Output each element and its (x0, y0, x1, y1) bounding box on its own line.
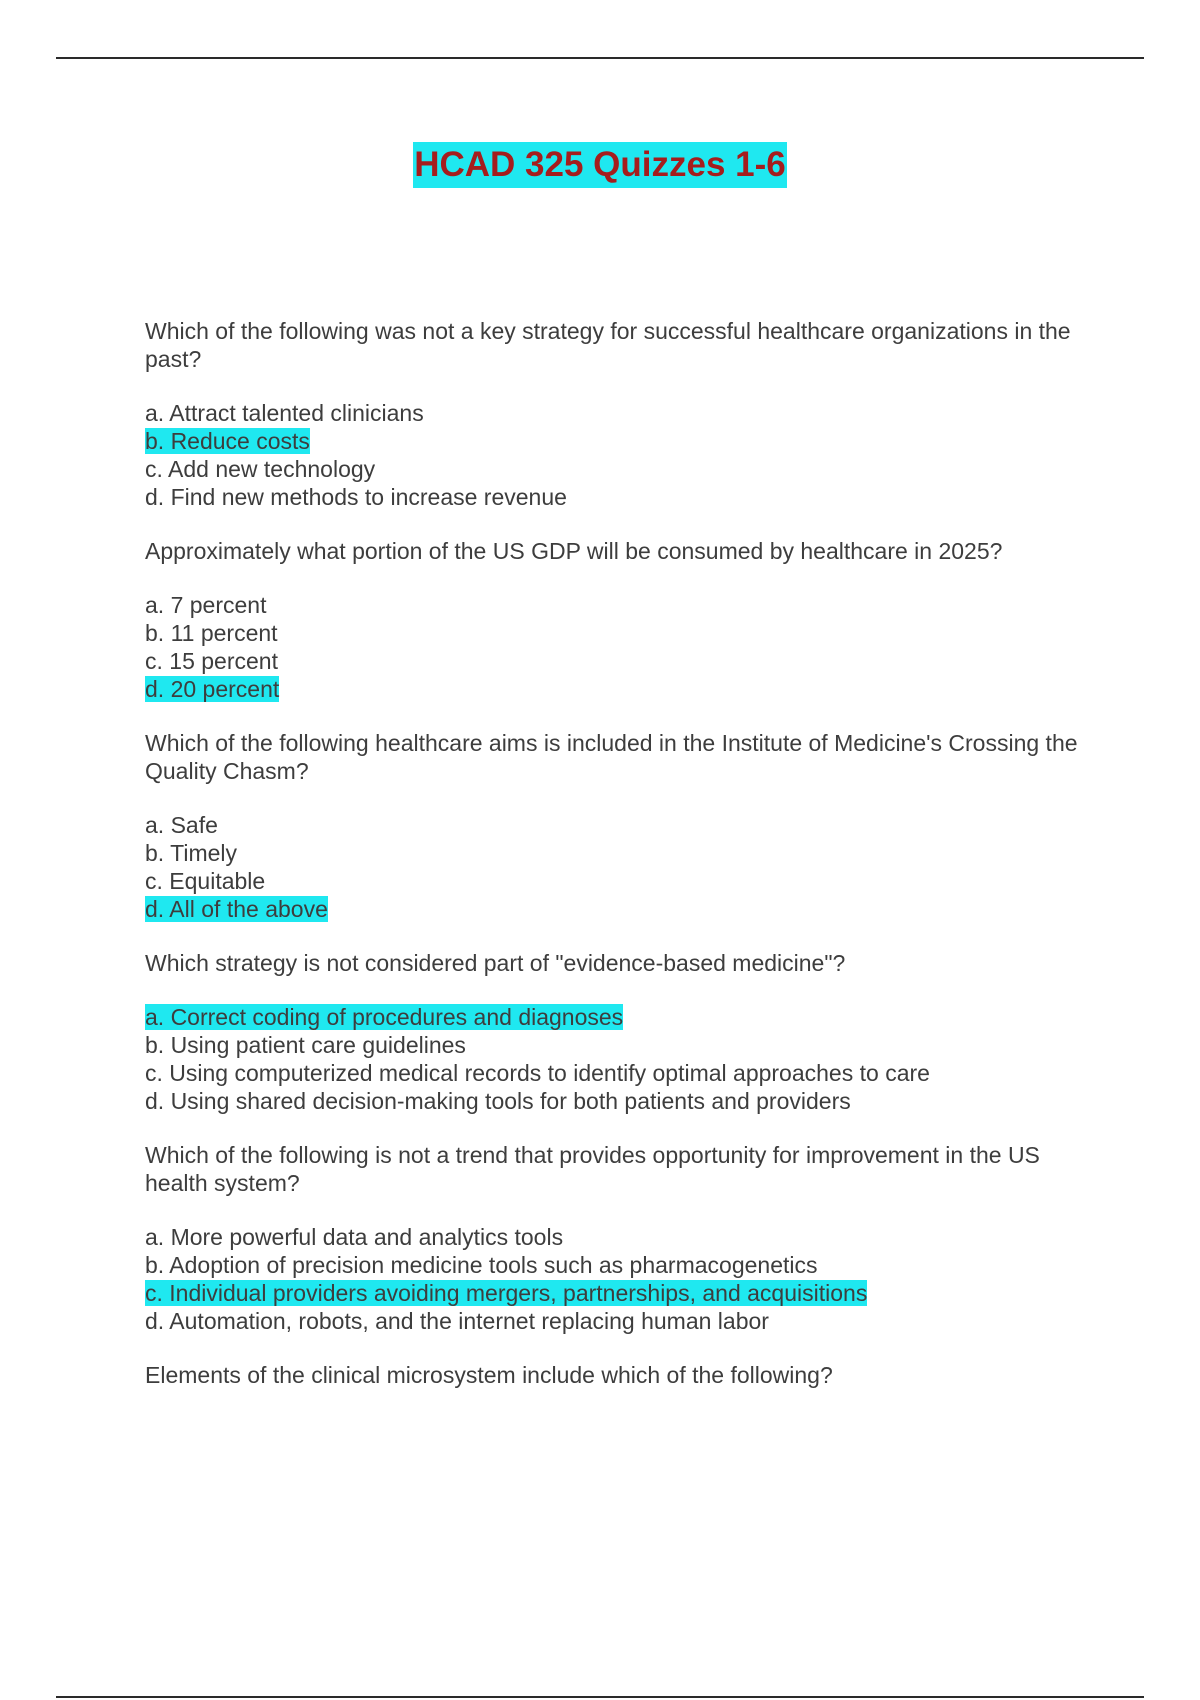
question-text: Which of the following was not a key strategy for successful healthcare organizations in the past? (145, 318, 1071, 372)
answer-option: d. Using shared decision-making tools for both patients and providers (145, 1088, 851, 1114)
answer-option: d. Find new methods to increase revenue (145, 484, 567, 510)
answer-option: d. Automation, robots, and the internet replacing human labor (145, 1308, 769, 1334)
question-6 (145, 1361, 1095, 1389)
answer-options (145, 1223, 1095, 1335)
answer-options (145, 591, 1095, 703)
question-text: Which strategy is not considered part of "evidence-based medicine"? (145, 950, 846, 976)
answer-option: b. Timely (145, 840, 238, 866)
answer-option-highlighted: c. Individual providers avoiding mergers, partnerships, and acquisitions (145, 1280, 868, 1306)
answer-option: a. Safe (145, 812, 218, 838)
question-1 (145, 317, 1095, 511)
answer-option-highlighted: b. Reduce costs (145, 428, 310, 454)
answer-options (145, 1003, 1095, 1115)
question-text: Which of the following healthcare aims is included in the Institute of Medicine's Crossing the Quality Chasm? (145, 730, 1078, 784)
answer-option: c. Equitable (145, 868, 266, 894)
question-text: Approximately what portion of the US GDP will be consumed by healthcare in 2025? (145, 538, 1003, 564)
question-5 (145, 1141, 1095, 1335)
footer-rule (56, 1696, 1144, 1698)
answer-option: b. Using patient care guidelines (145, 1032, 466, 1058)
answer-option-highlighted: d. 20 percent (145, 676, 280, 702)
answer-option: c. Add new technology (145, 456, 376, 482)
question-2 (145, 537, 1095, 703)
answer-option: a. More powerful data and analytics tools (145, 1224, 564, 1250)
answer-option-highlighted: a. Correct coding of procedures and diagnoses (145, 1004, 624, 1030)
question-4 (145, 949, 1095, 1115)
answer-option: a. Attract talented clinicians (145, 400, 424, 426)
answer-option: c. Using computerized medical records to identify optimal approaches to care (145, 1060, 930, 1086)
answer-option: b. Adoption of precision medicine tools such as pharmacogenetics (145, 1252, 818, 1278)
question-text: Elements of the clinical microsystem include which of the following? (145, 1362, 833, 1388)
document-title: HCAD 325 Quizzes 1-6 (413, 142, 787, 188)
question-text: Which of the following is not a trend that provides opportunity for improvement in the US health system? (145, 1142, 1040, 1196)
header-rule (56, 57, 1144, 59)
title-block (0, 142, 1200, 188)
quiz-content (145, 317, 1095, 1415)
answer-option: b. 11 percent (145, 620, 278, 646)
question-3 (145, 729, 1095, 923)
answer-options (145, 811, 1095, 923)
answer-option-highlighted: d. All of the above (145, 896, 328, 922)
answer-option: c. 15 percent (145, 648, 278, 674)
answer-option: a. 7 percent (145, 592, 267, 618)
answer-options (145, 399, 1095, 511)
